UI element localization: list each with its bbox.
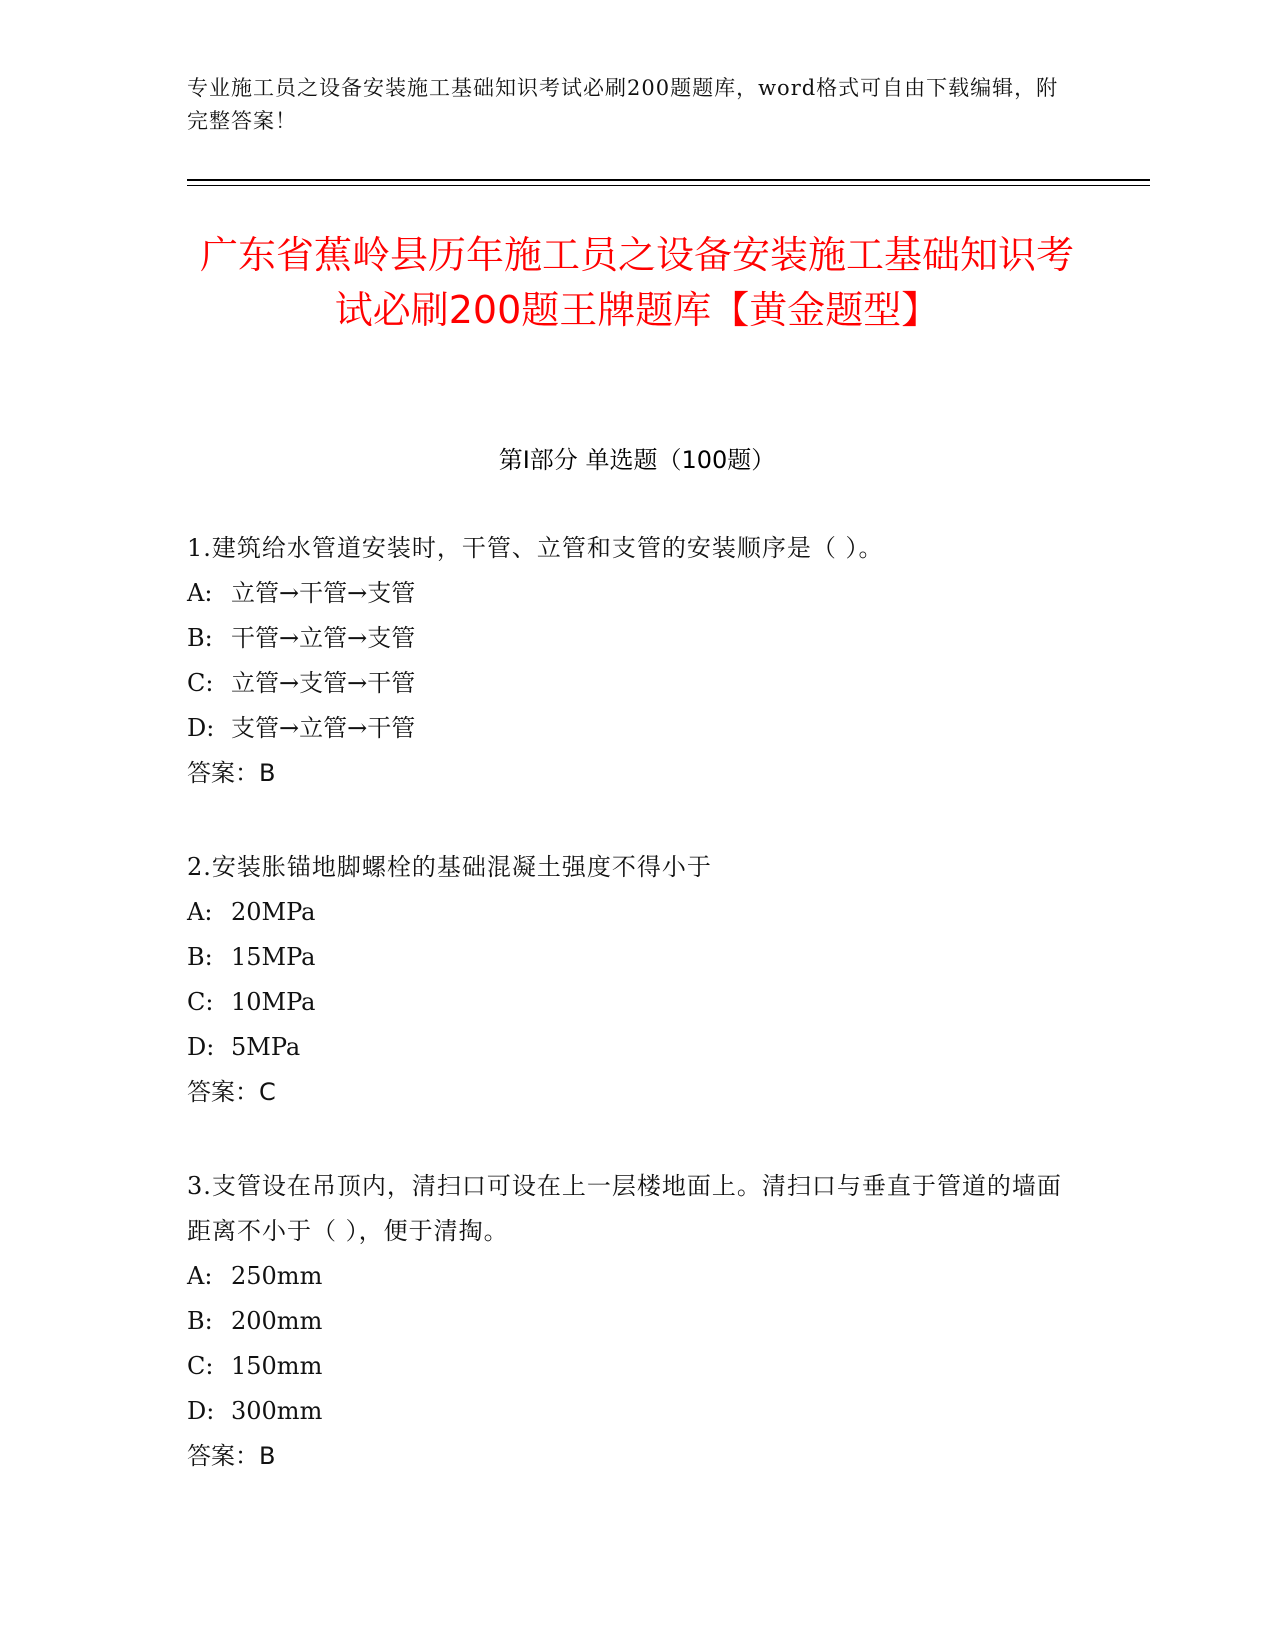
document-title: 广东省蕉岭县历年施工员之设备安装施工基础知识考试必刷200题王牌题库【黄金题型】 <box>199 233 1074 332</box>
answer-line: 答案：B <box>187 1442 276 1470</box>
header-note: 专业施工员之设备安装施工基础知识考试必刷200题题库，word格式可自由下载编辑，附完整答案！ <box>187 76 1059 133</box>
option-key: C: <box>187 988 214 1016</box>
answer-line: 答案：C <box>187 1078 276 1106</box>
option-d <box>187 1025 1067 1070</box>
option-c <box>187 1344 1067 1389</box>
option-text: 20MPa <box>231 898 316 926</box>
option-key: C: <box>187 1352 214 1380</box>
question-block <box>187 526 1067 796</box>
option-key: D: <box>187 1033 215 1061</box>
option-text: 10MPa <box>231 988 316 1016</box>
option-text: 300mm <box>231 1397 323 1425</box>
option-key: D: <box>187 1397 215 1425</box>
option-b <box>187 935 1067 980</box>
header-divider-thick <box>187 179 1150 181</box>
question-stem: 3.支管设在吊顶内，清扫口可设在上一层楼地面上。清扫口与垂直于管道的墙面距离不小于（ ），便于清掏。 <box>187 1172 1062 1245</box>
option-key: D: <box>187 714 215 742</box>
option-key: A: <box>187 579 213 607</box>
option-key: C: <box>187 669 214 697</box>
question-block <box>187 845 1067 1115</box>
option-b <box>187 1299 1067 1344</box>
header-divider-thin <box>187 185 1150 186</box>
option-text: 立管→支管→干管 <box>231 669 416 697</box>
option-b <box>187 616 1067 661</box>
option-text: 150mm <box>231 1352 323 1380</box>
option-c <box>187 661 1067 706</box>
option-text: 立管→干管→支管 <box>231 579 416 607</box>
section-heading: 第I部分 单选题（100题） <box>498 446 776 474</box>
option-text: 5MPa <box>231 1033 301 1061</box>
option-text: 支管→立管→干管 <box>231 714 416 742</box>
question-block <box>187 1164 1067 1479</box>
question-stem: 1.建筑给水管道安装时，干管、立管和支管的安装顺序是（ ）。 <box>187 534 884 562</box>
option-key: A: <box>187 898 213 926</box>
option-key: A: <box>187 1262 213 1290</box>
option-text: 干管→立管→支管 <box>231 624 416 652</box>
option-text: 200mm <box>231 1307 323 1335</box>
option-a <box>187 1254 1067 1299</box>
option-text: 15MPa <box>231 943 316 971</box>
option-a <box>187 571 1067 616</box>
option-a <box>187 890 1067 935</box>
option-d <box>187 1389 1067 1434</box>
option-key: B: <box>187 624 213 652</box>
option-text: 250mm <box>231 1262 323 1290</box>
answer-line: 答案：B <box>187 759 276 787</box>
question-stem: 2.安装胀锚地脚螺栓的基础混凝土强度不得小于 <box>187 853 712 881</box>
option-c <box>187 980 1067 1025</box>
option-key: B: <box>187 943 213 971</box>
option-key: B: <box>187 1307 213 1335</box>
option-d <box>187 706 1067 751</box>
